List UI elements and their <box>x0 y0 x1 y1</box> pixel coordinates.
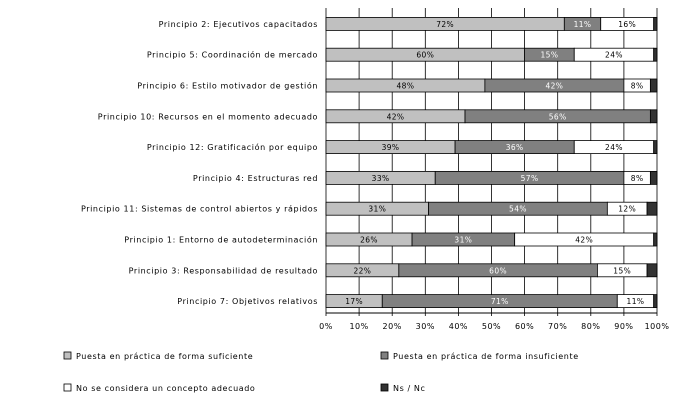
x-tick-label: 30% <box>415 322 435 331</box>
category-label: Principio 7: Objetivos relativos <box>177 297 318 307</box>
bar-segment <box>654 295 657 308</box>
data-label: 26% <box>360 235 378 245</box>
data-label: 15% <box>540 50 559 60</box>
legend-label: Puesta en práctica de forma suficiente <box>76 352 254 361</box>
legend-swatch <box>64 352 71 359</box>
bar-segment <box>654 17 657 30</box>
data-label: 42% <box>386 112 405 122</box>
x-tick-label: 20% <box>382 322 402 331</box>
bar-segment <box>647 264 657 277</box>
x-tick-label: 80% <box>581 322 601 331</box>
data-label: 72% <box>436 19 455 29</box>
legend-label: Puesta en práctica de forma insuficiente <box>393 352 579 361</box>
x-tick-label: 0% <box>319 322 333 331</box>
data-label: 42% <box>545 81 564 91</box>
category-label: Principio 3: Responsabilidad de resultado <box>128 266 318 276</box>
legend <box>64 352 579 393</box>
x-tick-label: 70% <box>548 322 568 331</box>
data-label: 16% <box>618 19 637 29</box>
data-label: 42% <box>575 235 594 245</box>
data-label: 24% <box>605 50 623 60</box>
data-label: 48% <box>396 81 415 91</box>
x-tick-label: 10% <box>349 322 369 331</box>
data-label: 60% <box>489 266 508 276</box>
bar-segment <box>650 171 657 184</box>
bar-segment <box>654 48 657 61</box>
category-labels <box>81 20 318 306</box>
category-label: Principio 6: Estilo motivador de gestión <box>137 81 318 91</box>
data-label: 12% <box>618 204 637 214</box>
x-tick-label: 90% <box>614 322 634 331</box>
data-label: 36% <box>505 143 524 153</box>
legend-label: No se considera un concepto adecuado <box>76 384 256 393</box>
data-label: 39% <box>381 143 400 153</box>
category-label: Principio 2: Ejecutivos capacitados <box>158 19 318 29</box>
data-label: 57% <box>520 173 539 183</box>
data-label: 31% <box>368 204 387 214</box>
x-tick-label: 40% <box>448 322 469 331</box>
data-label: 33% <box>371 173 390 183</box>
bar-segment <box>647 202 657 215</box>
data-label: 8% <box>630 173 644 183</box>
legend-swatch <box>381 384 388 391</box>
data-label: 71% <box>490 297 509 307</box>
data-label: 54% <box>509 204 527 214</box>
category-label: Principio 11: Sistemas de control abiertos y rápidos <box>80 204 318 214</box>
category-label: Principio 5: Coordinación de mercado <box>146 50 318 60</box>
data-label: 17% <box>345 297 364 307</box>
legend-swatch <box>381 352 388 359</box>
data-label: 22% <box>353 266 372 276</box>
category-label: Principio 10: Recursos en el momento adecuado <box>97 112 318 122</box>
category-label: Principio 12: Gratificación por equipo <box>146 143 318 153</box>
segment-labels <box>345 20 644 306</box>
category-label: Principio 1: Entorno de autodeterminación <box>124 235 318 245</box>
category-label: Principio 4: Estructuras red <box>192 173 318 183</box>
bar-segment <box>650 110 657 123</box>
x-tick-label: 100% <box>644 322 670 331</box>
x-axis <box>319 313 669 331</box>
data-label: 8% <box>630 81 644 91</box>
data-label: 56% <box>548 112 567 122</box>
data-label: 11% <box>573 19 592 29</box>
data-label: 24% <box>605 143 623 153</box>
x-tick-label: 50% <box>481 322 502 331</box>
legend-swatch <box>64 384 71 391</box>
x-tick-label: 60% <box>514 322 535 331</box>
legend-label: Ns / Nc <box>393 384 426 393</box>
data-label: 11% <box>626 297 645 307</box>
data-label: 15% <box>613 266 632 276</box>
bar-segment <box>650 79 657 92</box>
bar-segment <box>654 141 657 154</box>
bar-segment <box>654 233 657 246</box>
data-label: 31% <box>454 235 473 245</box>
data-label: 60% <box>416 50 435 60</box>
